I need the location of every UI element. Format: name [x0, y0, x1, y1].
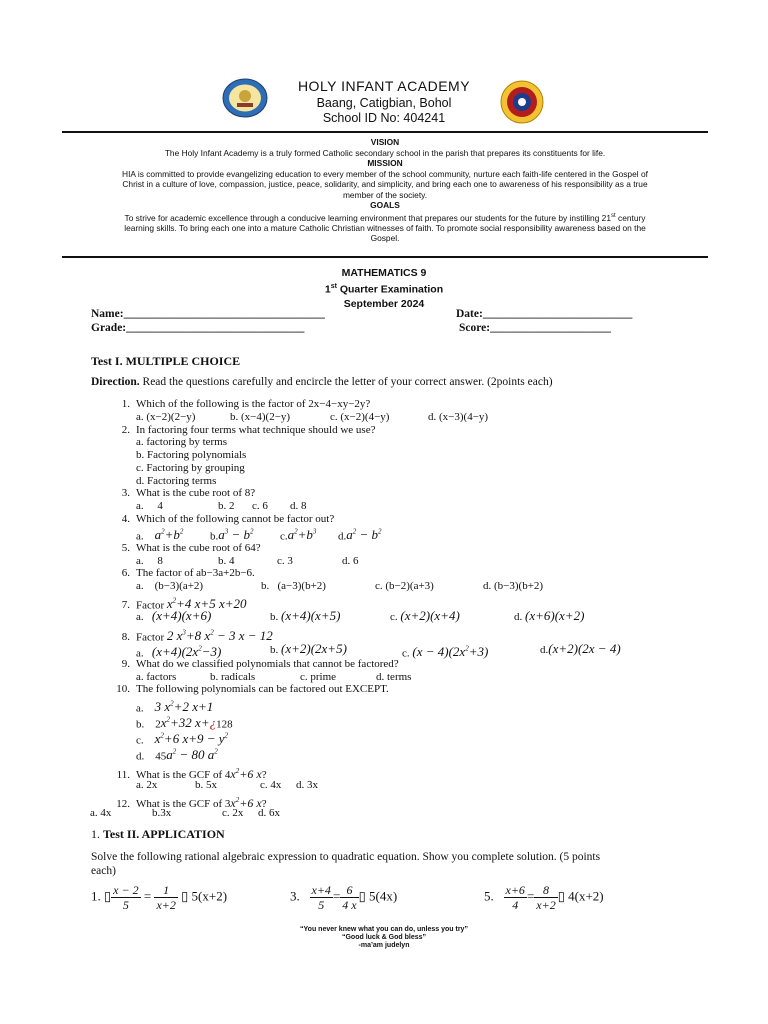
q4-choice-b[interactable]: $b.a^3 - b^2$	[210, 527, 254, 543]
test2-direction: Solve the following rational algebraic expression to quadratic equation. Show you complete solution. (5 points each)	[91, 851, 601, 877]
date-field[interactable]: Date:__________________________	[456, 308, 633, 320]
school-name: HOLY INFANT ACADEMY	[297, 78, 471, 94]
test1-title: Test I. MULTIPLE CHOICE	[91, 354, 241, 368]
q5-choice-a[interactable]: a. 8	[136, 555, 163, 567]
vision-text: The Holy Infant Academy is a truly formed Catholic secondary school in the parish that prepares its constituents for life.	[164, 147, 606, 158]
q9-choice-d[interactable]: d. terms	[376, 671, 412, 683]
question-3: 3. What is the cube root of 8?	[121, 487, 256, 499]
q9-choice-a[interactable]: a. factors	[136, 671, 177, 683]
exam-subject: MATHEMATICS 9	[341, 267, 427, 279]
school-address: Baang, Catigbian, Bohol	[316, 96, 452, 110]
mission-line-1: HIA is committed to provide evangelizing education to every member of the school community, nurture each faith-life centered in the Gospel of	[122, 168, 648, 179]
q12-choice-a[interactable]: a. 4x	[90, 807, 112, 819]
quote-line-1: “You never knew what you can do, unless you try”	[300, 926, 468, 933]
q7-choice-a[interactable]: a. (x+4)(x+6)	[136, 608, 212, 623]
exam-title-block	[0, 266, 768, 311]
q10-choice-a[interactable]: a. 3 $x^2+2$ x+1	[136, 699, 214, 715]
q3-choice-c[interactable]: c. 6	[252, 500, 268, 512]
q12-choice-b[interactable]: b.3x	[152, 807, 172, 819]
q1-choice-c[interactable]: c. (x−2)(4−y)	[330, 411, 390, 423]
q8-choice-d[interactable]: d.(x+2)(2x − 4)	[540, 641, 621, 656]
question-2: 2. In factoring four terms what technique should we use?	[121, 424, 376, 436]
q5-choice-c[interactable]: c. 3	[277, 555, 293, 567]
q3-choice-a[interactable]: a. 4	[136, 500, 163, 512]
vision-title: VISION	[370, 137, 400, 147]
q6-choice-d[interactable]: d. (b−3)(b+2)	[483, 580, 544, 592]
q5-choice-d[interactable]: d. 6	[342, 555, 359, 567]
q9-choice-b[interactable]: b. radicals	[210, 671, 256, 683]
q2-choice-b[interactable]: b. Factoring polynomials	[136, 449, 247, 461]
exam-date: September 2024	[343, 297, 425, 310]
q4-choice-d[interactable]: $d.a^2 - b^2$	[338, 527, 382, 543]
question-7: 7. Factor $x^2+4$ x+5 x+20	[121, 596, 247, 612]
q11-choice-a[interactable]: a. 2x	[136, 779, 158, 791]
goals-line-3: Gospel.	[370, 233, 400, 244]
quote-signature: -ma’am judelyn	[358, 942, 410, 949]
q2-choice-c[interactable]: c. Factoring by grouping	[136, 462, 245, 474]
q1-choice-d[interactable]: d. (x−3)(4−y)	[428, 411, 489, 423]
q4-choice-c[interactable]: $c.a^2+b^3$	[280, 527, 317, 543]
question-9: 9. What do we classified polynomials that cannot be factored?	[121, 658, 399, 670]
q7-choice-d[interactable]: d. (x+6)(x+2)	[514, 608, 585, 623]
question-5: 5. What is the cube root of 64?	[121, 542, 261, 554]
quote-line-2: “Good luck & God bless”	[341, 934, 426, 941]
q3-choice-d[interactable]: d. 8	[290, 500, 307, 512]
goals-title: GOALS	[370, 200, 400, 210]
exam-quarter: 1st Quarter Examination	[324, 283, 444, 296]
vmg-divider	[62, 256, 708, 258]
name-field[interactable]: Name:___________________________________	[91, 308, 325, 320]
mission-title: MISSION	[367, 158, 403, 168]
question-11: 11. What is the GCF of $4x^2+6$ x?	[116, 767, 267, 781]
header-divider	[62, 131, 708, 133]
mission-line-3: member of the society.	[342, 189, 428, 200]
problem-3: 3. $\frac{x+4}{5}$ = $\frac{6}{4 x}$ ▯ 5(4x)	[290, 883, 398, 912]
problem-1: 1. ▯ $\frac{x - 2}{5}$ = $\frac{1}{x+2}$ ▯ 5(x+2)	[91, 883, 228, 912]
q1-choice-a[interactable]: a. (x−2)(2−y)	[136, 411, 196, 423]
q5-choice-b[interactable]: b. 4	[218, 555, 235, 567]
question-10: 10. The following polynomials can be factored out EXCEPT.	[116, 683, 389, 695]
q7-choice-c[interactable]: c. (x+2)(x+4)	[390, 608, 460, 623]
question-4: 4. Which of the following cannot be factor out?	[121, 513, 335, 525]
q9-choice-c[interactable]: c. prime	[300, 671, 337, 683]
school-id: School ID No: 404241	[322, 111, 446, 125]
q12-choice-d[interactable]: d. 6x	[258, 807, 280, 819]
q10-choice-b[interactable]: b. $2x^2+32$ x+¿128	[136, 715, 233, 731]
question-1: 1. Which of the following is the factor of 2x−4−xy−2y?	[121, 398, 371, 410]
vmg-block	[62, 137, 708, 244]
question-6: 6. The factor of ab−3a+2b−6.	[121, 567, 255, 579]
q2-choice-d[interactable]: d. Factoring terms	[136, 475, 217, 487]
question-8: 8. Factor 2 $x^3+8$ $x^2 - 3$ x − 12	[121, 628, 273, 644]
test2-title: 1. Test II. APPLICATION	[91, 827, 225, 841]
problem-5: 5. $\frac{x+6}{4}$ = $\frac{8}{x+2}$ ▯ 4(x+2)	[484, 883, 604, 912]
q8-choice-b[interactable]: b. (x+2)(2x+5)	[270, 641, 347, 656]
q4-choice-a[interactable]: a. $a^2+b^2$	[136, 527, 184, 543]
score-field[interactable]: Score:_____________________	[459, 322, 611, 334]
q10-choice-d[interactable]: d. $45a^2 - 80$ $a^2$	[136, 747, 218, 763]
footer-quote	[0, 926, 768, 950]
mission-line-2: Christ in a culture of love, compassion, justice, peace, solidarity, and simplicity, and bring each one to awareness of his responsibility as a true	[122, 179, 648, 189]
q1-choice-b[interactable]: b. (x−4)(2−y)	[230, 411, 291, 423]
goals-line-2: learning skills. To bring each one into a mature Catholic Christian witnesses of faith. To promote social responsibility awareness based on the	[124, 222, 646, 233]
test1-direction: Direction. Read the questions carefully and encircle the letter of your correct answer. (2points each)	[91, 376, 553, 388]
q3-choice-b[interactable]: b. 2	[218, 500, 235, 512]
grade-field[interactable]: Grade:_______________________________	[91, 322, 305, 334]
q12-choice-c[interactable]: c. 2x	[222, 807, 244, 819]
question-12: 12. What is the GCF of $3x^2+6$ x?	[116, 796, 267, 810]
q11-choice-c[interactable]: c. 4x	[260, 779, 282, 791]
q11-choice-d[interactable]: d. 3x	[296, 779, 318, 791]
q7-choice-b[interactable]: b. (x+4)(x+5)	[270, 608, 341, 623]
q11-choice-b[interactable]: b. 5x	[195, 779, 217, 791]
q8-choice-c[interactable]: c. $(x - 4)(2x^2+3)$	[402, 644, 489, 660]
q6-choice-a[interactable]: a. (b−3)(a+2)	[136, 580, 204, 592]
q6-choice-c[interactable]: c. (b−2)(a+3)	[375, 580, 434, 592]
q2-choice-a[interactable]: a. factoring by terms	[136, 436, 228, 448]
q10-choice-c[interactable]: c. $x^2+6$ $x+9 - y^2$	[136, 731, 229, 747]
goals-line-1: To strive for academic excellence through a conducive learning environment that prepares our students for the future by instilling 21st century	[124, 212, 646, 223]
q6-choice-b[interactable]: b. (a−3)(b+2)	[261, 580, 326, 592]
q8-choice-a[interactable]: a. $(x+4)(2x^2-3)$	[136, 644, 222, 660]
